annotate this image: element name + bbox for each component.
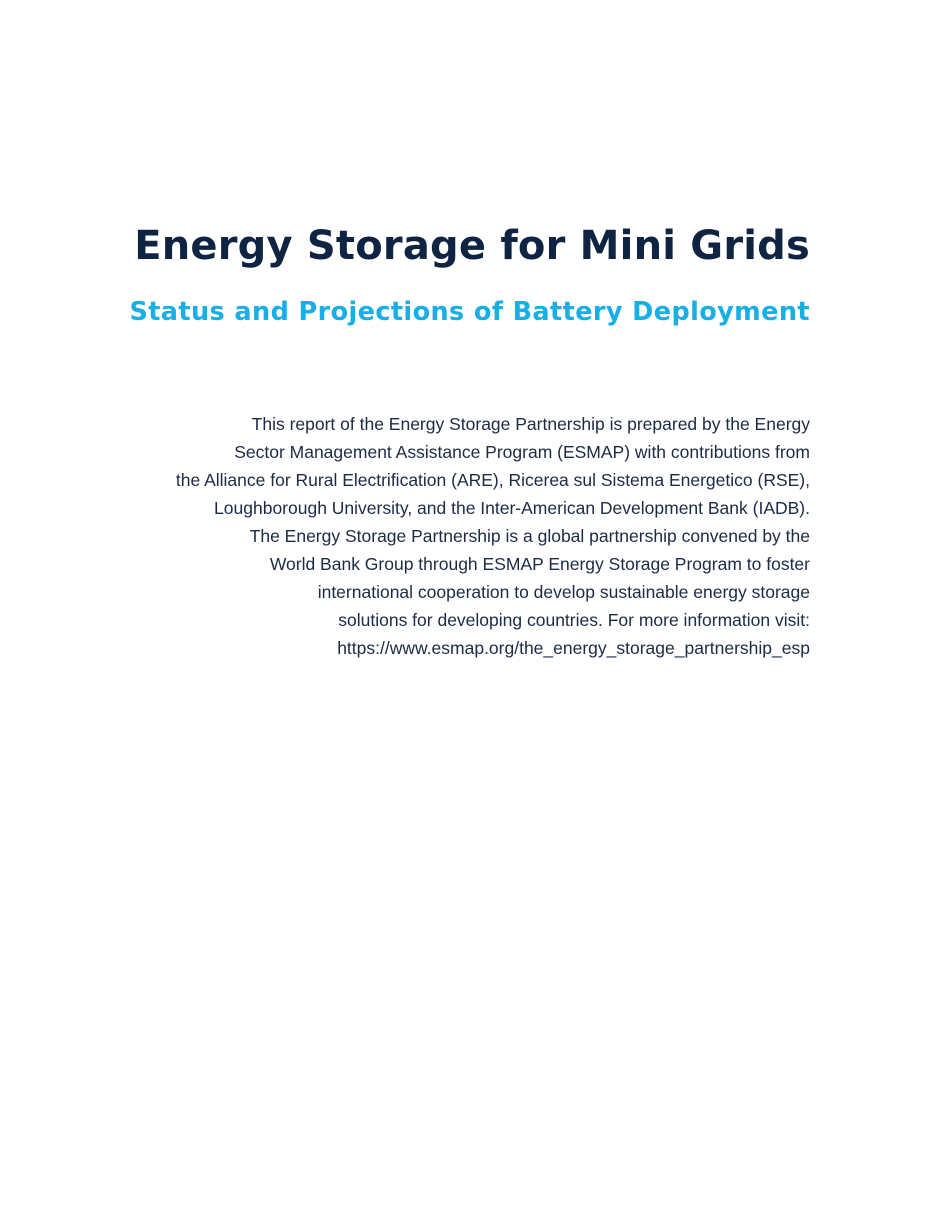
report-description xyxy=(110,410,810,662)
description-line: international cooperation to develop sustainable energy storage xyxy=(317,582,810,602)
description-line: solutions for developing countries. For more information visit: xyxy=(338,610,810,630)
description-line: Sector Management Assistance Program (ESMAP) with contributions from xyxy=(234,442,810,462)
report-title: Energy Storage for Mini Grids xyxy=(134,223,810,269)
report-subtitle: Status and Projections of Battery Deployment xyxy=(129,297,810,327)
description-line: The Energy Storage Partnership is a global partnership convened by the xyxy=(249,526,810,546)
esp-url-link[interactable]: https://www.esmap.org/the_energy_storage_partnership_esp xyxy=(337,638,810,658)
description-line: Loughborough University, and the Inter-American Development Bank (IADB). xyxy=(214,498,810,518)
description-line: the Alliance for Rural Electrification (ARE), Ricerea sul Sistema Energetico (RSE), xyxy=(175,470,810,490)
description-line: World Bank Group through ESMAP Energy Storage Program to foster xyxy=(269,554,810,574)
description-line: This report of the Energy Storage Partnership is prepared by the Energy xyxy=(251,414,810,434)
